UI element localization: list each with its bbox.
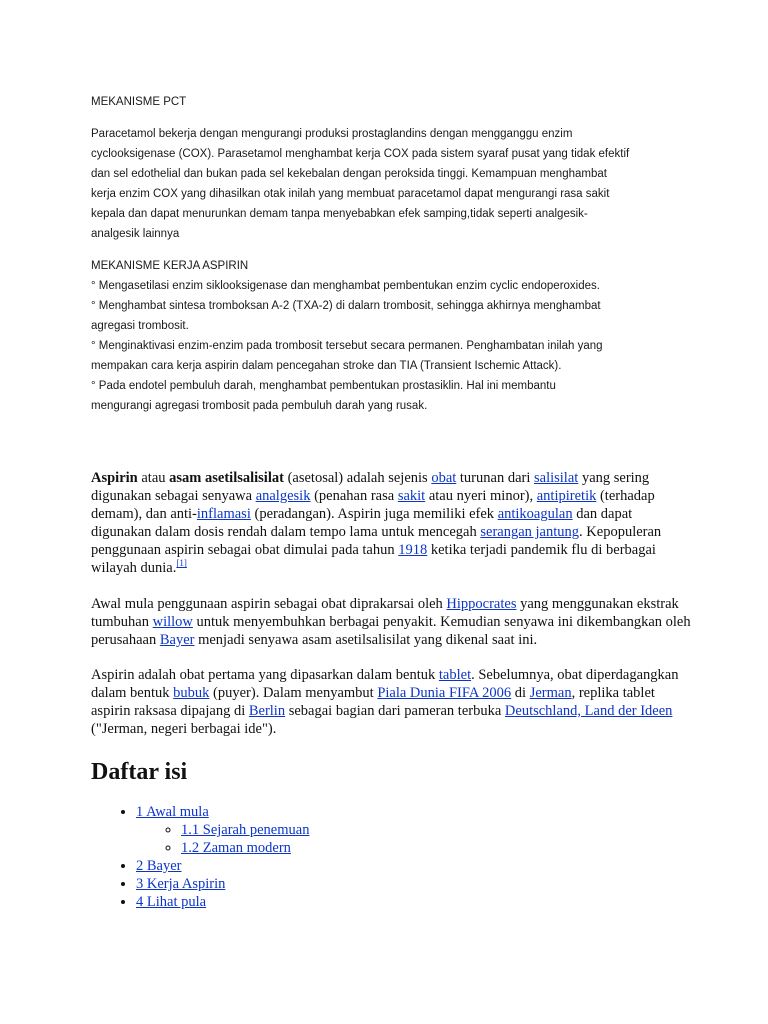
table-of-contents (91, 803, 309, 911)
link-serangan-jantung[interactable]: serangan jantung (480, 524, 580, 540)
text-line: agregasi trombosit. (91, 320, 189, 332)
text-run: yang menggunakan ekstrak tumbuhan (91, 596, 679, 630)
text-line: ° Pada endotel pembuluh darah, menghambat pembentukan prostasiklin. Hal ini membantu (91, 380, 556, 392)
link-bayer[interactable]: Bayer (159, 632, 195, 648)
link-sakit[interactable]: sakit (397, 488, 426, 504)
section-body-aspirin (91, 276, 671, 416)
text-run: , replika tablet aspirin raksasa dipajang di (91, 685, 655, 719)
toc-link-zaman-modern[interactable]: 1.2 Zaman modern (181, 840, 291, 856)
text-line: analgesik lainnya (91, 228, 180, 240)
text-run: (terhadap demam), dan anti- (91, 488, 655, 522)
bold-term: asam asetilsalisilat (169, 470, 284, 486)
toc-item (136, 857, 309, 875)
text-run: (puyer). Dalam menyambut (209, 685, 378, 701)
toc-subitem (181, 821, 309, 839)
text-run: Awal mula penggunaan aspirin sebagai obat diprakarsai oleh (91, 596, 447, 612)
wiki-paragraph-history (91, 595, 691, 649)
wiki-paragraph-tablet (91, 666, 691, 738)
toc-subitem (181, 839, 309, 857)
toc-item (136, 875, 309, 893)
link-inflamasi[interactable]: inflamasi (196, 506, 251, 522)
text-run: . Sebelumnya, obat diperdagangkan dalam bentuk (91, 667, 679, 701)
text-line: mempakan cara kerja aspirin dalam pencegahan stroke dan TIA (Transient Ischemic Attack). (91, 360, 562, 372)
link-1918[interactable]: 1918 (398, 542, 428, 558)
toc-item (136, 803, 309, 857)
section-title-aspirin: MEKANISME KERJA ASPIRIN (91, 260, 249, 272)
bold-term: Aspirin (91, 470, 138, 486)
toc-link-awal-mula[interactable]: 1 Awal mula (136, 804, 209, 820)
link-analgesik[interactable]: analgesik (255, 488, 311, 504)
wiki-paragraph-intro (91, 469, 691, 577)
link-antikoagulan[interactable]: antikoagulan (497, 506, 573, 522)
text-run: Aspirin adalah obat pertama yang dipasarkan dalam bentuk (91, 667, 439, 683)
text-line: ° Menghambat sintesa tromboksan A-2 (TXA-2) di dalarn trombosit, sehingga akhirnya menghambat (91, 300, 601, 312)
text-line: mengurangi agregasi trombosit pada pembuluh darah yang rusak. (91, 400, 428, 412)
section-body-pct (91, 124, 661, 244)
link-berlin[interactable]: Berlin (248, 703, 286, 719)
text-line: kerja enzim COX yang dihasilkan otak inilah yang membuat paracetamol dapat mengurangi rasa sakit (91, 188, 610, 200)
reference-link[interactable]: [1] (176, 558, 187, 569)
text-run: ("Jerman, negeri berbagai ide"). (91, 721, 277, 737)
text-run: atau nyeri minor), (425, 488, 537, 504)
link-piala-dunia[interactable]: Piala Dunia FIFA 2006 (377, 685, 512, 701)
toc-item (136, 893, 309, 911)
text-run: sebagai bagian dari pameran terbuka (285, 703, 505, 719)
text-run: atau (137, 470, 170, 486)
link-bubuk[interactable]: bubuk (173, 685, 210, 701)
toc-link-lihat-pula[interactable]: 4 Lihat pula (136, 894, 207, 910)
link-tablet[interactable]: tablet (438, 667, 472, 683)
toc-link-sejarah-penemuan[interactable]: 1.1 Sejarah penemuan (181, 822, 310, 838)
link-salisilat[interactable]: salisilat (534, 470, 579, 486)
text-line: ° Menginaktivasi enzim-enzim pada trombosit tersebut secara permanen. Penghambatan inilah yang (91, 340, 603, 352)
toc-link-kerja-aspirin[interactable]: 3 Kerja Aspirin (136, 876, 226, 892)
text-line: cyclooksigenase (COX). Parasetamol menghambat kerja COX pada sistem syaraf pusat yang tidak efektif (91, 148, 630, 160)
toc-sublist (136, 821, 309, 857)
text-line: kepala dan dapat menurunkan demam tanpa menyebabkan efek samping,tidak seperti analgesik- (91, 208, 588, 220)
text-run: turunan dari (456, 470, 534, 486)
link-jerman[interactable]: Jerman (529, 685, 572, 701)
text-run: dan dapat digunakan dalam dosis rendah dalam tempo lama untuk mencegah (91, 506, 633, 540)
text-line: Paracetamol bekerja dengan mengurangi produksi prostaglandins dengan mengganggu enzim (91, 128, 573, 140)
text-run: menjadi senyawa asam asetilsalisilat yang dikenal saat ini. (194, 632, 538, 648)
text-run: (asetosal) adalah sejenis (283, 470, 432, 486)
toc-link-bayer[interactable]: 2 Bayer (136, 858, 182, 874)
text-run: di (511, 685, 530, 701)
link-deutschland[interactable]: Deutschland, Land der Ideen (504, 703, 673, 719)
text-run: . Kepopuleran penggunaan aspirin sebagai obat dimulai pada tahun (91, 524, 662, 558)
toc-title: Daftar isi (91, 759, 188, 785)
text-run: (peradangan). Aspirin juga memiliki efek (250, 506, 498, 522)
link-obat[interactable]: obat (431, 470, 457, 486)
text-run: yang sering digunakan sebagai senyawa (91, 470, 650, 504)
link-antipiretik[interactable]: antipiretik (536, 488, 597, 504)
section-title-pct: MEKANISME PCT (91, 96, 187, 108)
link-willow[interactable]: willow (152, 614, 193, 630)
text-run: (penahan rasa (310, 488, 398, 504)
link-hippocrates[interactable]: Hippocrates (446, 596, 517, 612)
text-run: untuk menyembuhkan berbagai penyakit. Kemudian senyawa ini dikembangkan oleh perusahaan (91, 614, 691, 648)
text-line: dan sel edothelial dan bukan pada sel kekebalan dengan peroksida tinggi. Kemampuan menghambat (91, 168, 607, 180)
text-line: ° Mengasetilasi enzim siklooksigenase dan menghambat pembentukan enzim cyclic endoperoxides. (91, 280, 600, 292)
text-run: ketika terjadi pandemik flu di berbagai wilayah dunia. (91, 542, 656, 576)
